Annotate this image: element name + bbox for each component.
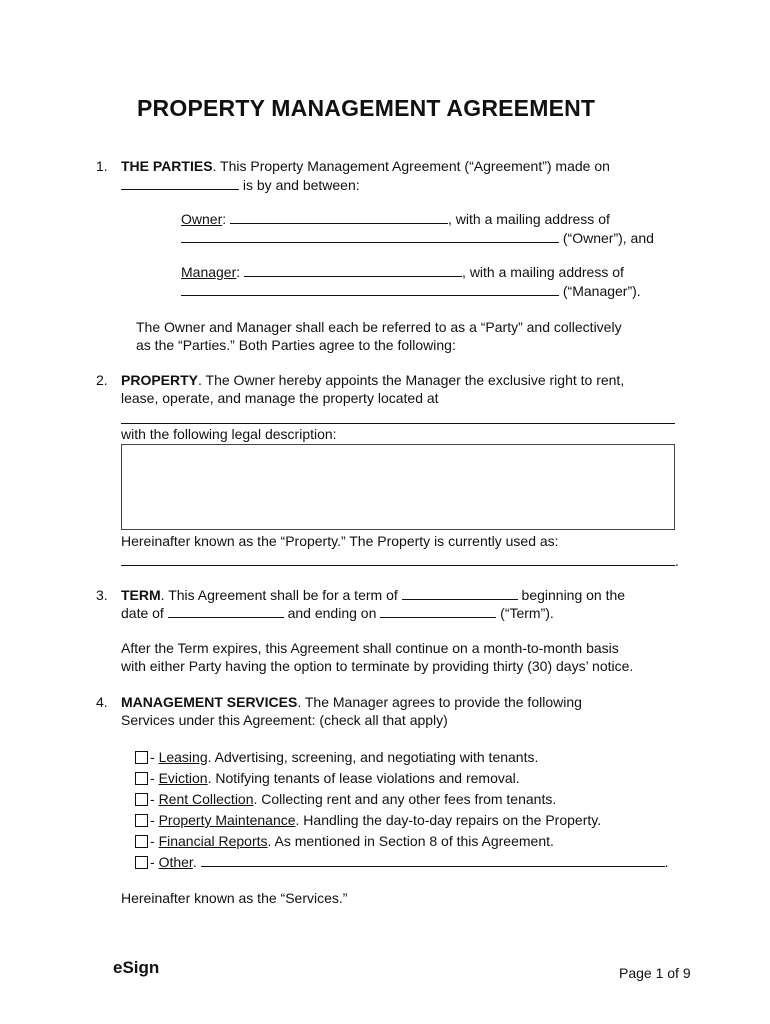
section-3-text-e: (“Term”).: [500, 605, 554, 621]
section-3-line-2: [121, 605, 554, 621]
section-2-number: 2.: [96, 372, 108, 388]
property-use-period: .: [675, 553, 679, 569]
service-name: Leasing: [158, 749, 208, 765]
section-4-text-a: . The Manager agrees to provide the following: [297, 694, 582, 710]
service-item: - Rent Collection. Collecting rent and any other fees from tenants.: [135, 791, 556, 807]
section-3-heading: TERM: [121, 587, 161, 603]
service-desc: . Handling the day-to-day repairs on the Property.: [295, 812, 602, 828]
service-checkbox-rent-collection[interactable]: [135, 793, 148, 806]
section-1-line-1: [121, 158, 610, 174]
section-3-text-a: . This Agreement shall be for a term of: [160, 587, 398, 603]
service-checkbox-other[interactable]: [135, 856, 148, 869]
manager-line-2: [181, 283, 641, 299]
section-4-heading: MANAGEMENT SERVICES: [121, 694, 298, 710]
owner-after: , with a mailing address of: [448, 211, 610, 227]
parties-para-1: The Owner and Manager shall each be referred to as a “Party” and collectively: [136, 319, 622, 335]
section-3-number: 3.: [96, 587, 108, 603]
term-para-2: with either Party having the option to terminate by providing thirty (30) days’ notice.: [121, 658, 634, 674]
property-known-text: Hereinafter known as the “Property.” The Property is currently used as:: [121, 533, 559, 549]
section-1-text-b: is by and between:: [242, 177, 360, 193]
manager-label: Manager: [181, 264, 237, 280]
parties-para-2: as the “Parties.” Both Parties agree to the following:: [136, 337, 456, 353]
owner-line-2: [181, 230, 654, 246]
section-2-text-a: . The Owner hereby appoints the Manager the exclusive right to rent,: [198, 372, 625, 388]
manager-after: , with a mailing address of: [462, 264, 624, 280]
property-address-blank[interactable]: [121, 423, 675, 424]
section-4-number: 4.: [96, 694, 108, 710]
term-para-1: After the Term expires, this Agreement shall continue on a month-to-month basis: [121, 640, 619, 656]
owner-address-blank[interactable]: [181, 230, 559, 243]
section-2-line-1: [121, 372, 624, 388]
service-item: - Leasing. Advertising, screening, and negotiating with tenants.: [135, 749, 538, 765]
section-3-text-d: and ending on: [287, 605, 377, 621]
service-desc: . As mentioned in Section 8 of this Agreement.: [267, 833, 554, 849]
service-checkbox-property-maintenance[interactable]: [135, 814, 148, 827]
service-name: Property Maintenance: [158, 812, 296, 828]
section-3-text-c: date of: [121, 605, 164, 621]
manager-end: (“Manager”).: [562, 283, 641, 299]
owner-label: Owner: [181, 211, 223, 227]
service-desc: . Advertising, screening, and negotiating with tenants.: [207, 749, 539, 765]
service-name: Eviction: [158, 770, 208, 786]
service-desc: .: [664, 854, 669, 870]
service-name: Other: [158, 854, 193, 870]
document-title: PROPERTY MANAGEMENT AGREEMENT: [137, 95, 596, 121]
manager-name-blank[interactable]: [244, 264, 462, 277]
legal-description-label: with the following legal description:: [121, 426, 337, 442]
section-1-number: 1.: [96, 158, 108, 174]
service-item: - Eviction. Notifying tenants of lease violations and removal.: [135, 770, 520, 786]
owner-name-blank[interactable]: [230, 211, 448, 224]
section-3-text-b: beginning on the: [521, 587, 626, 603]
other-service-blank[interactable]: [201, 854, 665, 867]
services-known-text: Hereinafter known as the “Services.”: [121, 890, 348, 906]
term-start-blank[interactable]: [168, 605, 284, 618]
manager-address-blank[interactable]: [181, 283, 559, 296]
term-length-blank[interactable]: [402, 587, 518, 600]
manager-line-1: Manager: , with a mailing address of: [181, 264, 624, 280]
section-3-line-1: [121, 587, 625, 603]
page-number: Page 1 of 9: [619, 965, 691, 981]
owner-end: (“Owner”), and: [562, 230, 654, 246]
section-1-text-a: . This Property Management Agreement (“Agreement”) made on: [212, 158, 610, 174]
service-item: - Property Maintenance. Handling the day-to-day repairs on the Property.: [135, 812, 601, 828]
section-4-text-b: Services under this Agreement: (check all that apply): [121, 712, 448, 728]
service-item: - Financial Reports. As mentioned in Section 8 of this Agreement.: [135, 833, 554, 849]
service-checkbox-financial-reports[interactable]: [135, 835, 148, 848]
section-2-heading: PROPERTY: [121, 372, 199, 388]
owner-line-1: Owner: , with a mailing address of: [181, 211, 610, 227]
section-4-line-1: [121, 694, 582, 710]
service-name: Financial Reports: [158, 833, 268, 849]
service-checkbox-leasing[interactable]: [135, 751, 148, 764]
section-1-heading: THE PARTIES: [121, 158, 213, 174]
service-item: - Other. .: [135, 854, 668, 870]
esign-logo: eSign: [113, 958, 160, 977]
agreement-date-blank[interactable]: [121, 177, 239, 190]
property-use-blank[interactable]: [121, 565, 675, 566]
service-checkbox-eviction[interactable]: [135, 772, 148, 785]
service-desc: . Collecting rent and any other fees from tenants.: [253, 791, 557, 807]
service-name: Rent Collection: [158, 791, 254, 807]
term-end-blank[interactable]: [380, 605, 496, 618]
section-2-text-b: lease, operate, and manage the property located at: [121, 390, 439, 406]
section-1-line-2: [121, 177, 360, 193]
legal-description-box[interactable]: [121, 444, 675, 530]
service-desc: . Notifying tenants of lease violations and removal.: [207, 770, 520, 786]
